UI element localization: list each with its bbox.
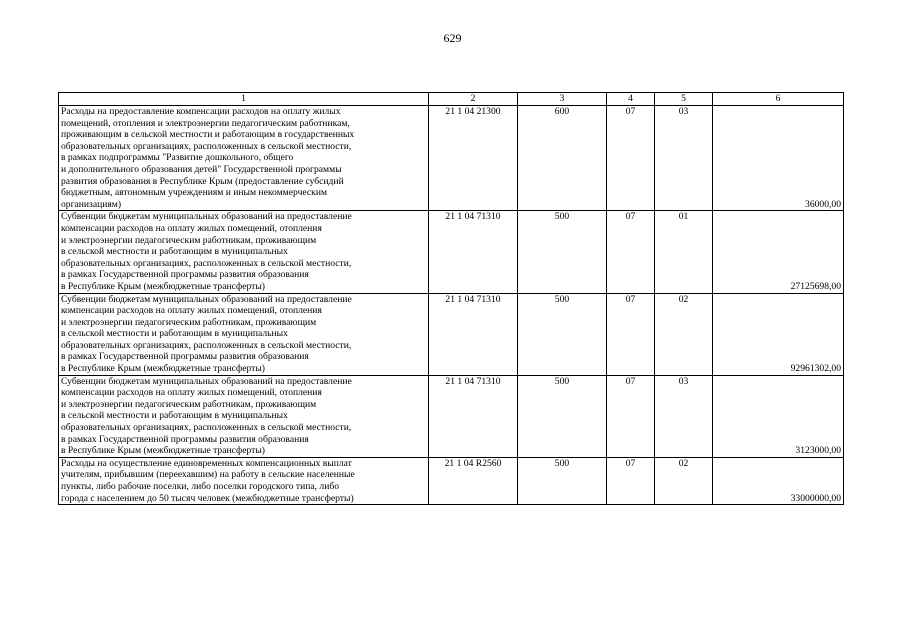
row-subsection: 02: [655, 293, 713, 375]
table-header-row: [59, 93, 844, 106]
row-subsection: 02: [655, 457, 713, 504]
table-row: [59, 457, 844, 504]
column-header: 2: [429, 93, 518, 106]
row-section: 07: [607, 106, 655, 211]
row-amount: 36000,00: [713, 106, 844, 211]
table-row: [59, 293, 844, 375]
row-description: Субвенции бюджетам муниципальных образований на предоставление компенсации расходов на оплату жилых помещений, отопления и электроэнергии педагогическим работникам, проживающим в сельской местности и работающим в муниципальных образовательных организациях, расположенных в сельской местности, в рамках Государственной программы развития образования в Республике Крым (межбюджетные трансферты): [59, 375, 429, 457]
column-header: 4: [607, 93, 655, 106]
row-target-code: 21 1 04 R2560: [429, 457, 518, 504]
row-expense-type: 500: [518, 293, 607, 375]
table-row: [59, 211, 844, 293]
table-row: [59, 375, 844, 457]
row-description: Субвенции бюджетам муниципальных образований на предоставление компенсации расходов на оплату жилых помещений, отопления и электроэнергии педагогическим работникам, проживающим в сельской местности и работающим в муниципальных образовательных организациях, расположенных в сельской местности, в рамках Государственной программы развития образования в Республике Крым (межбюджетные трансферты): [59, 293, 429, 375]
row-target-code: 21 1 04 71310: [429, 293, 518, 375]
row-expense-type: 500: [518, 375, 607, 457]
page-number: 629: [443, 31, 462, 45]
row-target-code: 21 1 04 71310: [429, 211, 518, 293]
budget-table: [58, 92, 844, 505]
row-subsection: 03: [655, 375, 713, 457]
column-header: 6: [713, 93, 844, 106]
column-header: 3: [518, 93, 607, 106]
row-amount: 92961302,00: [713, 293, 844, 375]
table-row: [59, 106, 844, 211]
column-header: 5: [655, 93, 713, 106]
row-description: Расходы на осуществление единовременных компенсационных выплат учителям, прибывшим (переехавшим) на работу в сельские населенные пункты, либо рабочие поселки, либо поселки городского типа, либо города с населением до 50 тысяч человек (межбюджетные трансферты): [59, 457, 429, 504]
row-description: Субвенции бюджетам муниципальных образований на предоставление компенсации расходов на оплату жилых помещений, отопления и электроэнергии педагогическим работникам, проживающим в сельской местности и работающим в муниципальных образовательных организациях, расположенных в сельской местности, в рамках Государственной программы развития образования в Республике Крым (межбюджетные трансферты): [59, 211, 429, 293]
row-section: 07: [607, 211, 655, 293]
column-header: 1: [59, 93, 429, 106]
row-subsection: 03: [655, 106, 713, 211]
row-amount: 33000000,00: [713, 457, 844, 504]
row-amount: 3123000,00: [713, 375, 844, 457]
row-target-code: 21 1 04 71310: [429, 375, 518, 457]
row-section: 07: [607, 457, 655, 504]
row-target-code: 21 1 04 21300: [429, 106, 518, 211]
row-expense-type: 600: [518, 106, 607, 211]
row-description: Расходы на предоставление компенсации расходов на оплату жилых помещений, отопления и электроэнергии педагогическим работникам, проживающим в сельской местности и работающим в государственных образовательных организациях, расположенных в сельской местности, в рамках подпрограммы "Развитие дошкольного, общего и дополнительного образования детей" Государственной программы развития образования в Республике Крым (предоставление субсидий бюджетным, автономным учреждениям и иным некоммерческим организациям): [59, 106, 429, 211]
row-expense-type: 500: [518, 457, 607, 504]
row-expense-type: 500: [518, 211, 607, 293]
row-subsection: 01: [655, 211, 713, 293]
row-section: 07: [607, 375, 655, 457]
row-section: 07: [607, 293, 655, 375]
row-amount: 27125698,00: [713, 211, 844, 293]
